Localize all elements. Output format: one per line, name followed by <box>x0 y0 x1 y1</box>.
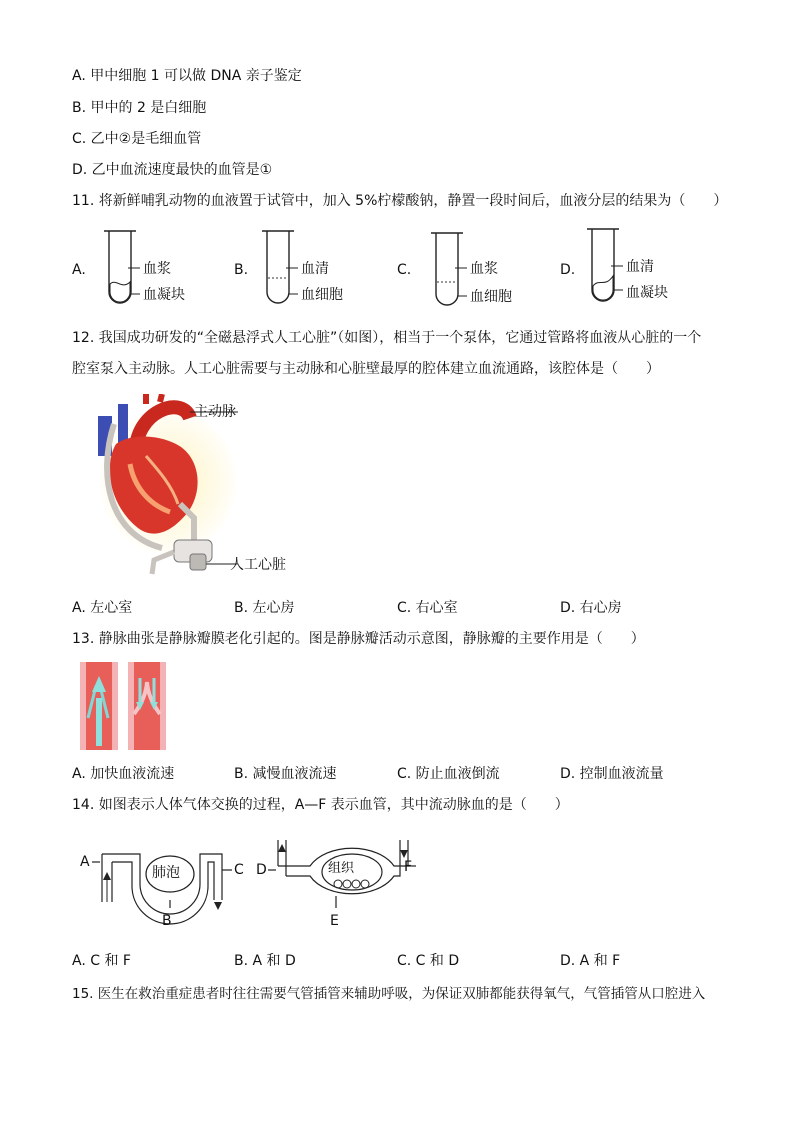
q11-b-top-label: 血清 <box>301 261 329 277</box>
gas-exchange-diagram <box>72 832 422 932</box>
q12-option-c: C. 右心室 <box>397 600 458 616</box>
q11-b-bottom-label: 血细胞 <box>301 287 343 303</box>
q13-option-a: A. 加快血液流速 <box>72 766 175 782</box>
artificial-heart-figure <box>90 394 240 582</box>
test-tube-c <box>427 230 467 314</box>
test-tube-d <box>583 226 623 310</box>
q10-option-c: C. 乙中②是毛细血管 <box>72 131 202 147</box>
q12-stem-line2: 腔室泵入主动脉。人工心脏需要与主动脉和心脏壁最厚的腔体建立血流通路，该腔体是（ ） <box>72 361 660 377</box>
test-tube-a <box>100 228 140 312</box>
q15-stem: 15. 医生在救治重症患者时往往需要气管插管来辅助呼吸，为保证双肺都能获得氧气，气管插管从口腔进入 <box>72 986 706 1002</box>
vessel-f-label: F <box>404 859 413 875</box>
test-tube-b <box>258 228 298 312</box>
q11-c-bottom-label: 血细胞 <box>470 289 512 305</box>
q10-option-a: A. 甲中细胞 1 可以做 DNA 亲子鉴定 <box>72 68 302 84</box>
aorta-label: 主动脉 <box>194 404 236 420</box>
q11-a-top-label: 血浆 <box>143 261 171 277</box>
vessel-d-label: D <box>256 862 267 878</box>
q14-option-d: D. A 和 F <box>560 953 621 969</box>
q11-option-b-letter: B. <box>234 262 249 278</box>
q14-option-a: A. C 和 F <box>72 953 131 969</box>
tissue-label: 组织 <box>328 861 355 876</box>
q14-stem: 14. 如图表示人体气体交换的过程，A—F 表示血管，其中流动脉血的是（ ） <box>72 797 569 813</box>
venous-valve-figure <box>78 658 170 754</box>
q12-stem-line1: 12. 我国成功研发的“全磁悬浮式人工心脏”（如图），相当于一个泵体，它通过管路将血液从心脏的一个 <box>72 330 702 346</box>
q11-stem: 11. 将新鲜哺乳动物的血液置于试管中，加入 5%柠檬酸钠，静置一段时间后，血液分层的结果为（ ） <box>72 193 728 209</box>
q14-option-c: C. C 和 D <box>397 953 460 969</box>
q12-option-a: A. 左心室 <box>72 600 133 616</box>
q11-option-d-letter: D. <box>560 262 576 278</box>
q11-a-bottom-label: 血凝块 <box>143 287 185 303</box>
q14-option-b: B. A 和 D <box>234 953 296 969</box>
q10-option-d: D. 乙中血流速度最快的血管是① <box>72 162 273 178</box>
q12-option-b: B. 左心房 <box>234 600 295 616</box>
q11-d-bottom-label: 血凝块 <box>626 285 668 301</box>
vessel-c-label: C <box>234 862 244 878</box>
vessel-e-label: E <box>330 913 339 929</box>
q13-option-b: B. 减慢血液流速 <box>234 766 337 782</box>
q11-c-top-label: 血浆 <box>470 261 498 277</box>
q10-option-b: B. 甲中的 2 是白细胞 <box>72 100 207 116</box>
artificial-heart-label: 人工心脏 <box>230 557 286 573</box>
q11-option-a-letter: A. <box>72 262 86 278</box>
alveolus-label: 肺泡 <box>152 865 180 881</box>
q12-option-d: D. 右心房 <box>560 600 622 616</box>
q13-option-c: C. 防止血液倒流 <box>397 766 500 782</box>
q11-d-top-label: 血清 <box>626 259 654 275</box>
q13-stem: 13. 静脉曲张是静脉瓣膜老化引起的。图是静脉瓣活动示意图，静脉瓣的主要作用是（ ） <box>72 631 645 647</box>
vessel-b-label: B <box>162 913 172 929</box>
vessel-a-label: A <box>80 854 90 870</box>
q11-option-c-letter: C. <box>397 262 412 278</box>
q13-option-d: D. 控制血液流量 <box>560 766 664 782</box>
